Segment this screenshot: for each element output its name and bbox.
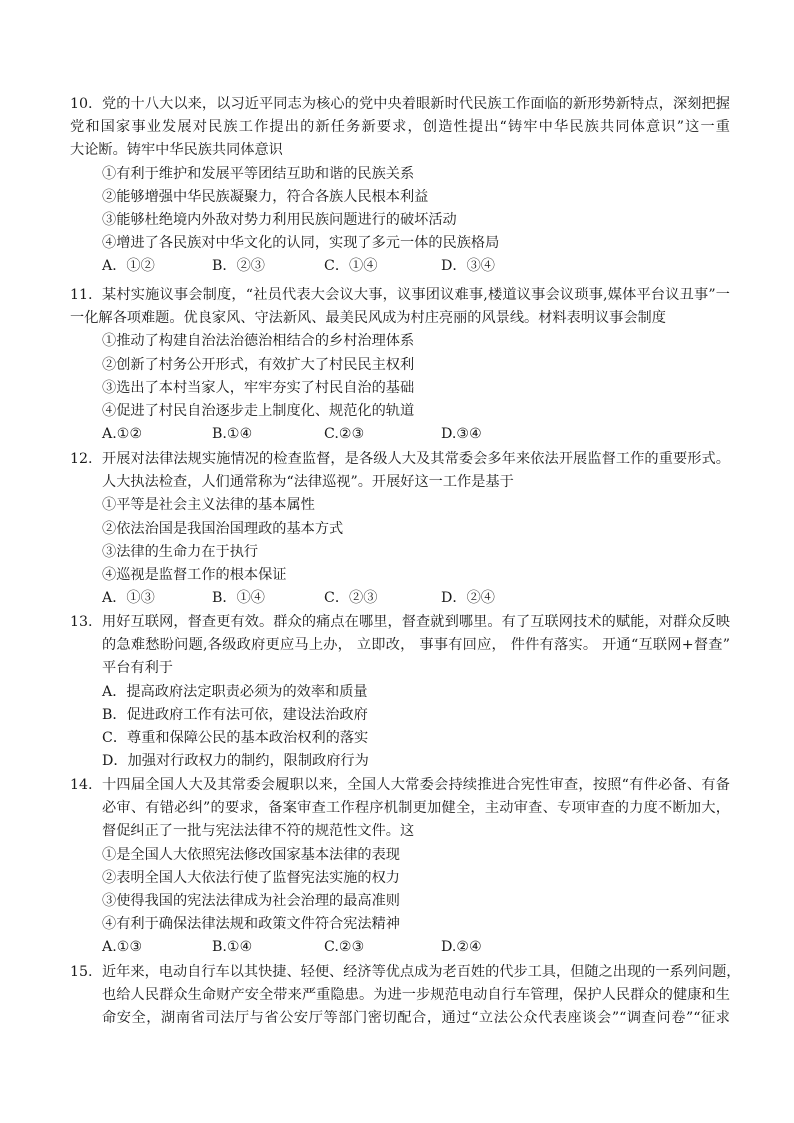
choice-c[interactable]: C．②③ xyxy=(324,590,378,607)
question-stem-text: 的急难愁盼问题,各级政府更应马上办， 立即改， 事事有回应， 件件有落实。 开通“互联网+督查” xyxy=(102,637,730,654)
statement-item: ④有利于确保法律法规和政策文件符合宪法精神 xyxy=(102,916,400,933)
choice-a[interactable]: A．①② xyxy=(102,258,155,275)
option-item[interactable]: C．尊重和保障公民的基本政治权利的落实 xyxy=(102,729,369,746)
question-stem-line xyxy=(70,284,730,307)
choice-d[interactable]: D．③④ xyxy=(441,258,495,275)
answer-choices xyxy=(70,936,730,959)
choice-d[interactable]: D．②④ xyxy=(441,590,495,607)
statement-item: ④巡视是监督工作的根本保证 xyxy=(102,566,287,583)
statement-item: ③使得我国的宪法法律成为社会治理的最高准则 xyxy=(102,892,400,909)
choice-b[interactable]: B.①④ xyxy=(212,426,253,443)
choice-a[interactable]: A.①② xyxy=(102,426,143,443)
choice-d[interactable]: D.②④ xyxy=(441,939,482,956)
question-stem-line xyxy=(70,471,730,494)
question-stem-text: 大论断。铸牢中华民族共同体意识 xyxy=(70,142,283,159)
question-stem-line xyxy=(70,634,730,657)
question-14 xyxy=(70,774,730,960)
question-stem-line xyxy=(70,657,730,680)
question-stem-text: 党的十八大以来，以习近平同志为核心的党中央着眼新时代民族工作面临的新形势新特点，深刻把握 xyxy=(102,96,730,112)
statement-item: ①推动了构建自治法治德治相结合的乡村治理体系 xyxy=(102,333,415,350)
option-item[interactable]: D．加强对行政权力的制约，限制政府行为 xyxy=(102,753,369,770)
choice-d[interactable]: D.③④ xyxy=(441,426,482,443)
statement-item: ③选出了本村当家人，牢牢夯实了村民自治的基础 xyxy=(102,379,415,396)
question-10 xyxy=(70,93,730,279)
question-stem-text: 督促纠正了一批与宪法法律不符的规范性文件。这 xyxy=(102,823,415,840)
choice-a[interactable]: A．①③ xyxy=(102,590,155,607)
question-13 xyxy=(70,611,730,773)
question-stem-text: 人大执法检查，人们通常称为“法律巡视”。开展好这一工作是基于 xyxy=(102,474,514,491)
question-stem-line xyxy=(70,984,730,1007)
answer-choices xyxy=(70,423,730,446)
question-stem-line xyxy=(70,307,730,330)
question-stem-line xyxy=(70,448,730,471)
statement-item: ②依法治国是我国治国理政的基本方式 xyxy=(102,520,344,537)
choice-c[interactable]: C.②③ xyxy=(324,426,365,443)
question-stem-line xyxy=(70,961,741,984)
choice-b[interactable]: B．①④ xyxy=(212,590,265,607)
statement-item: ②能够增强中华民族凝聚力，符合各族人民根本利益 xyxy=(102,188,429,205)
statement-item: ③法律的生命力在于执行 xyxy=(102,543,259,560)
statement-item: ④增进了各民族对中华文化的认同，实现了多元一体的民族格局 xyxy=(102,235,500,252)
question-number: 12. xyxy=(70,451,93,467)
question-stem-text: 用好互联网，督查更有效。群众的痛点在哪里，督查就到哪里。有了互联网技术的赋能，对群众反映 xyxy=(102,614,730,630)
choice-b[interactable]: B.①④ xyxy=(212,939,253,956)
question-stem-text: 近年来，电动自行车以其快捷、轻便、经济等优点成为老百姓的代步工具，但随之出现的一系列问题， xyxy=(102,964,741,980)
choice-c[interactable]: C.②③ xyxy=(324,939,365,956)
choice-b[interactable]: B．②③ xyxy=(212,258,265,275)
question-number: 15. xyxy=(70,964,93,980)
statement-item: ①是全国人大依照宪法修改国家基本法律的表现 xyxy=(102,846,400,863)
option-item[interactable]: A．提高政府法定职责必须为的效率和质量 xyxy=(102,683,368,700)
statement-item: ④促进了村民自治逐步走上制度化、规范化的轨道 xyxy=(102,402,415,419)
question-stem-text: 某村实施议事会制度，“社员代表大会议大事，议事团议难事,楼道议事会议琐事,媒体平台议丑事”一 xyxy=(102,287,730,303)
statement-item: ①平等是社会主义法律的基本属性 xyxy=(102,497,315,514)
question-stem-text: 命安全，湖南省司法厅与省公安厅等部门密切配合，通过“立法公众代表座谈会”“调查问卷”“征求 xyxy=(102,1010,730,1027)
question-stem-line xyxy=(70,139,730,162)
question-stem-text: 开展对法律法规实施情况的检查监督，是各级人大及其常委会多年来依法开展监督工作的重要形式。 xyxy=(102,451,730,467)
question-number: 13. xyxy=(70,614,93,630)
statement-item: ②创新了村务公开形式，有效扩大了村民民主权利 xyxy=(102,356,415,373)
question-stem-text: 也给人民群众生命财产安全带来严重隐患。为进一步规范电动自行车管理，保护人民群众的健康和生 xyxy=(102,987,730,1004)
question-stem-line xyxy=(70,797,730,820)
choice-a[interactable]: A.①③ xyxy=(102,939,143,956)
answer-choices xyxy=(70,255,730,278)
question-number: 14. xyxy=(70,777,93,793)
question-stem-line xyxy=(70,611,730,634)
question-stem-text: 必审、有错必纠”的要求，备案审查工作程序机制更加健全，主动审查、专项审查的力度不断加大， xyxy=(102,800,730,817)
question-stem-text: 党和国家事业发展对民族工作提出的新任务新要求，创造性提出“铸牢中华民族共同体意识”这一重 xyxy=(70,119,730,136)
option-item[interactable]: B．促进政府工作有法可依，建设法治政府 xyxy=(102,706,368,723)
question-stem-text: 十四届全国人大及其常委会履职以来，全国人大常委会持续推进合宪性审查，按照“有件必备、有备 xyxy=(102,777,730,793)
statement-item: ②表明全国人大依法行使了监督宪法实施的权力 xyxy=(102,869,400,886)
statement-item: ①有利于维护和发展平等团结互助和谐的民族关系 xyxy=(102,165,415,182)
question-stem-text: 一化解各项难题。优良家风、守法新风、最美民风成为村庄亮丽的风景线。材料表明议事会制度 xyxy=(70,310,666,327)
question-12 xyxy=(70,448,730,610)
question-number: 11. xyxy=(70,287,93,303)
question-stem-line xyxy=(70,116,730,139)
question-stem-line xyxy=(70,820,730,843)
question-number: 10. xyxy=(70,96,93,112)
question-11 xyxy=(70,284,730,446)
choice-c[interactable]: C．①④ xyxy=(324,258,378,275)
question-15 xyxy=(70,961,741,1031)
statement-item: ③能够杜绝境内外敌对势力利用民族问题进行的破坏活动 xyxy=(102,211,457,228)
question-stem-text: 平台有利于 xyxy=(102,660,173,677)
answer-choices xyxy=(70,587,730,610)
question-stem-line xyxy=(70,1007,730,1030)
question-stem-line xyxy=(70,774,730,797)
question-stem-line xyxy=(70,93,730,116)
